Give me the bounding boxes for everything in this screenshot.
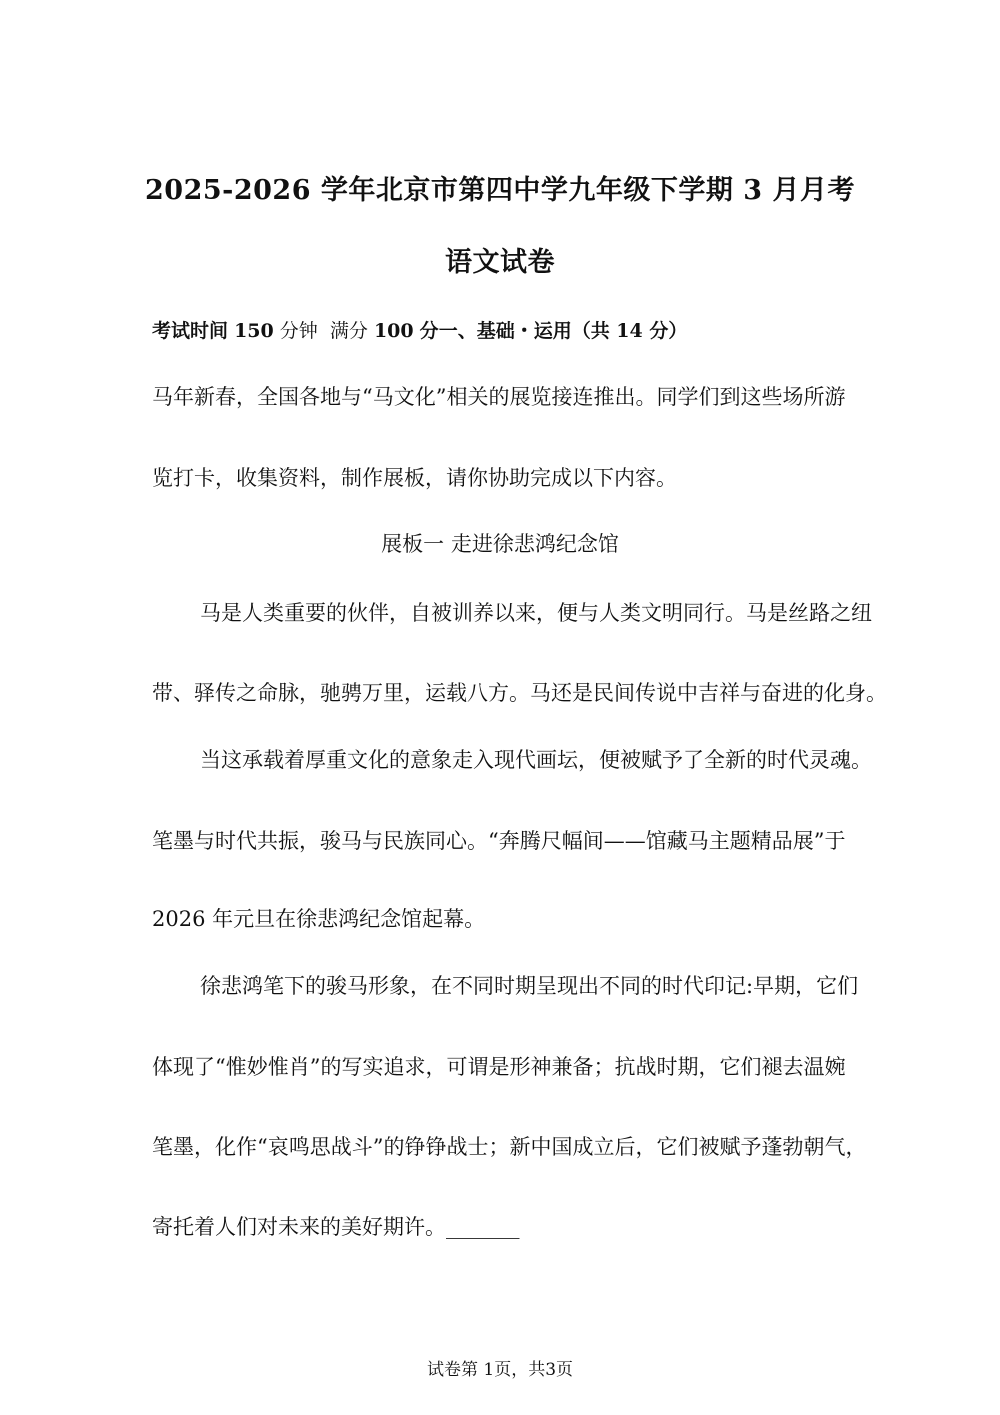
score-label: 满分 (329, 320, 368, 342)
page-footer: 试卷第 1页，共3页 (426, 1360, 574, 1380)
section-heading: 一、基础・运用（共 14 分） (438, 320, 688, 342)
exam-subject-title: 语文试卷 (445, 247, 555, 278)
paragraph-3-line-3: 笔墨，化作“哀鸣思战斗”的铮铮战士；新中国成立后，它们被赋予蓬勃朝气， (152, 1135, 867, 1159)
paragraph-3-line-4: 寄托着人们对未来的美好期许。_______ (152, 1215, 520, 1239)
paragraph-1-line-2: 带、驿传之命脉，驰骋万里，运载八方。马还是民间传说中吉祥与奋进的化身。 (152, 681, 887, 705)
intro-line-2: 览打卡，收集资料，制作展板，请你协助完成以下内容。 (152, 466, 677, 490)
paragraph-2-line-2: 笔墨与时代共振，骏马与民族同心。“奔腾尺幅间——馆藏马主题精品展”于 (152, 829, 846, 853)
exam-title: 2025-2026 学年北京市第四中学九年级下学期 3 月月考 (145, 175, 855, 206)
time-unit: 分钟 (279, 320, 318, 342)
intro-line-1: 马年新春，全国各地与“马文化”相关的展览接连推出。同学们到这些场所游 (152, 385, 846, 409)
paragraph-2-line-1: 当这承载着厚重文化的意象走入现代画坛，便被赋予了全新的时代灵魂。 (200, 748, 872, 772)
paragraph-3-line-2: 体现了“惟妙惟肖”的写实追求，可谓是形神兼备；抗战时期，它们褪去温婉 (152, 1055, 846, 1079)
score-unit: 分 (419, 320, 439, 342)
paragraph-1-line-1: 马是人类重要的伙伴，自被训养以来，便与人类文明同行。马是丝路之纽 (200, 601, 872, 625)
paragraph-3-line-1: 徐悲鸿笔下的骏马形象，在不同时期呈现出不同的时代印记:早期，它们 (200, 974, 859, 998)
board-heading: 展板一 走进徐悲鸿纪念馆 (381, 532, 619, 556)
time-value: 150 (234, 320, 274, 342)
exam-info (152, 316, 872, 343)
time-label: 考试时间 (152, 320, 229, 342)
score-value: 100 (373, 320, 414, 342)
paragraph-2-line-3: 2026 年元旦在徐悲鸿纪念馆起幕。 (152, 907, 486, 931)
